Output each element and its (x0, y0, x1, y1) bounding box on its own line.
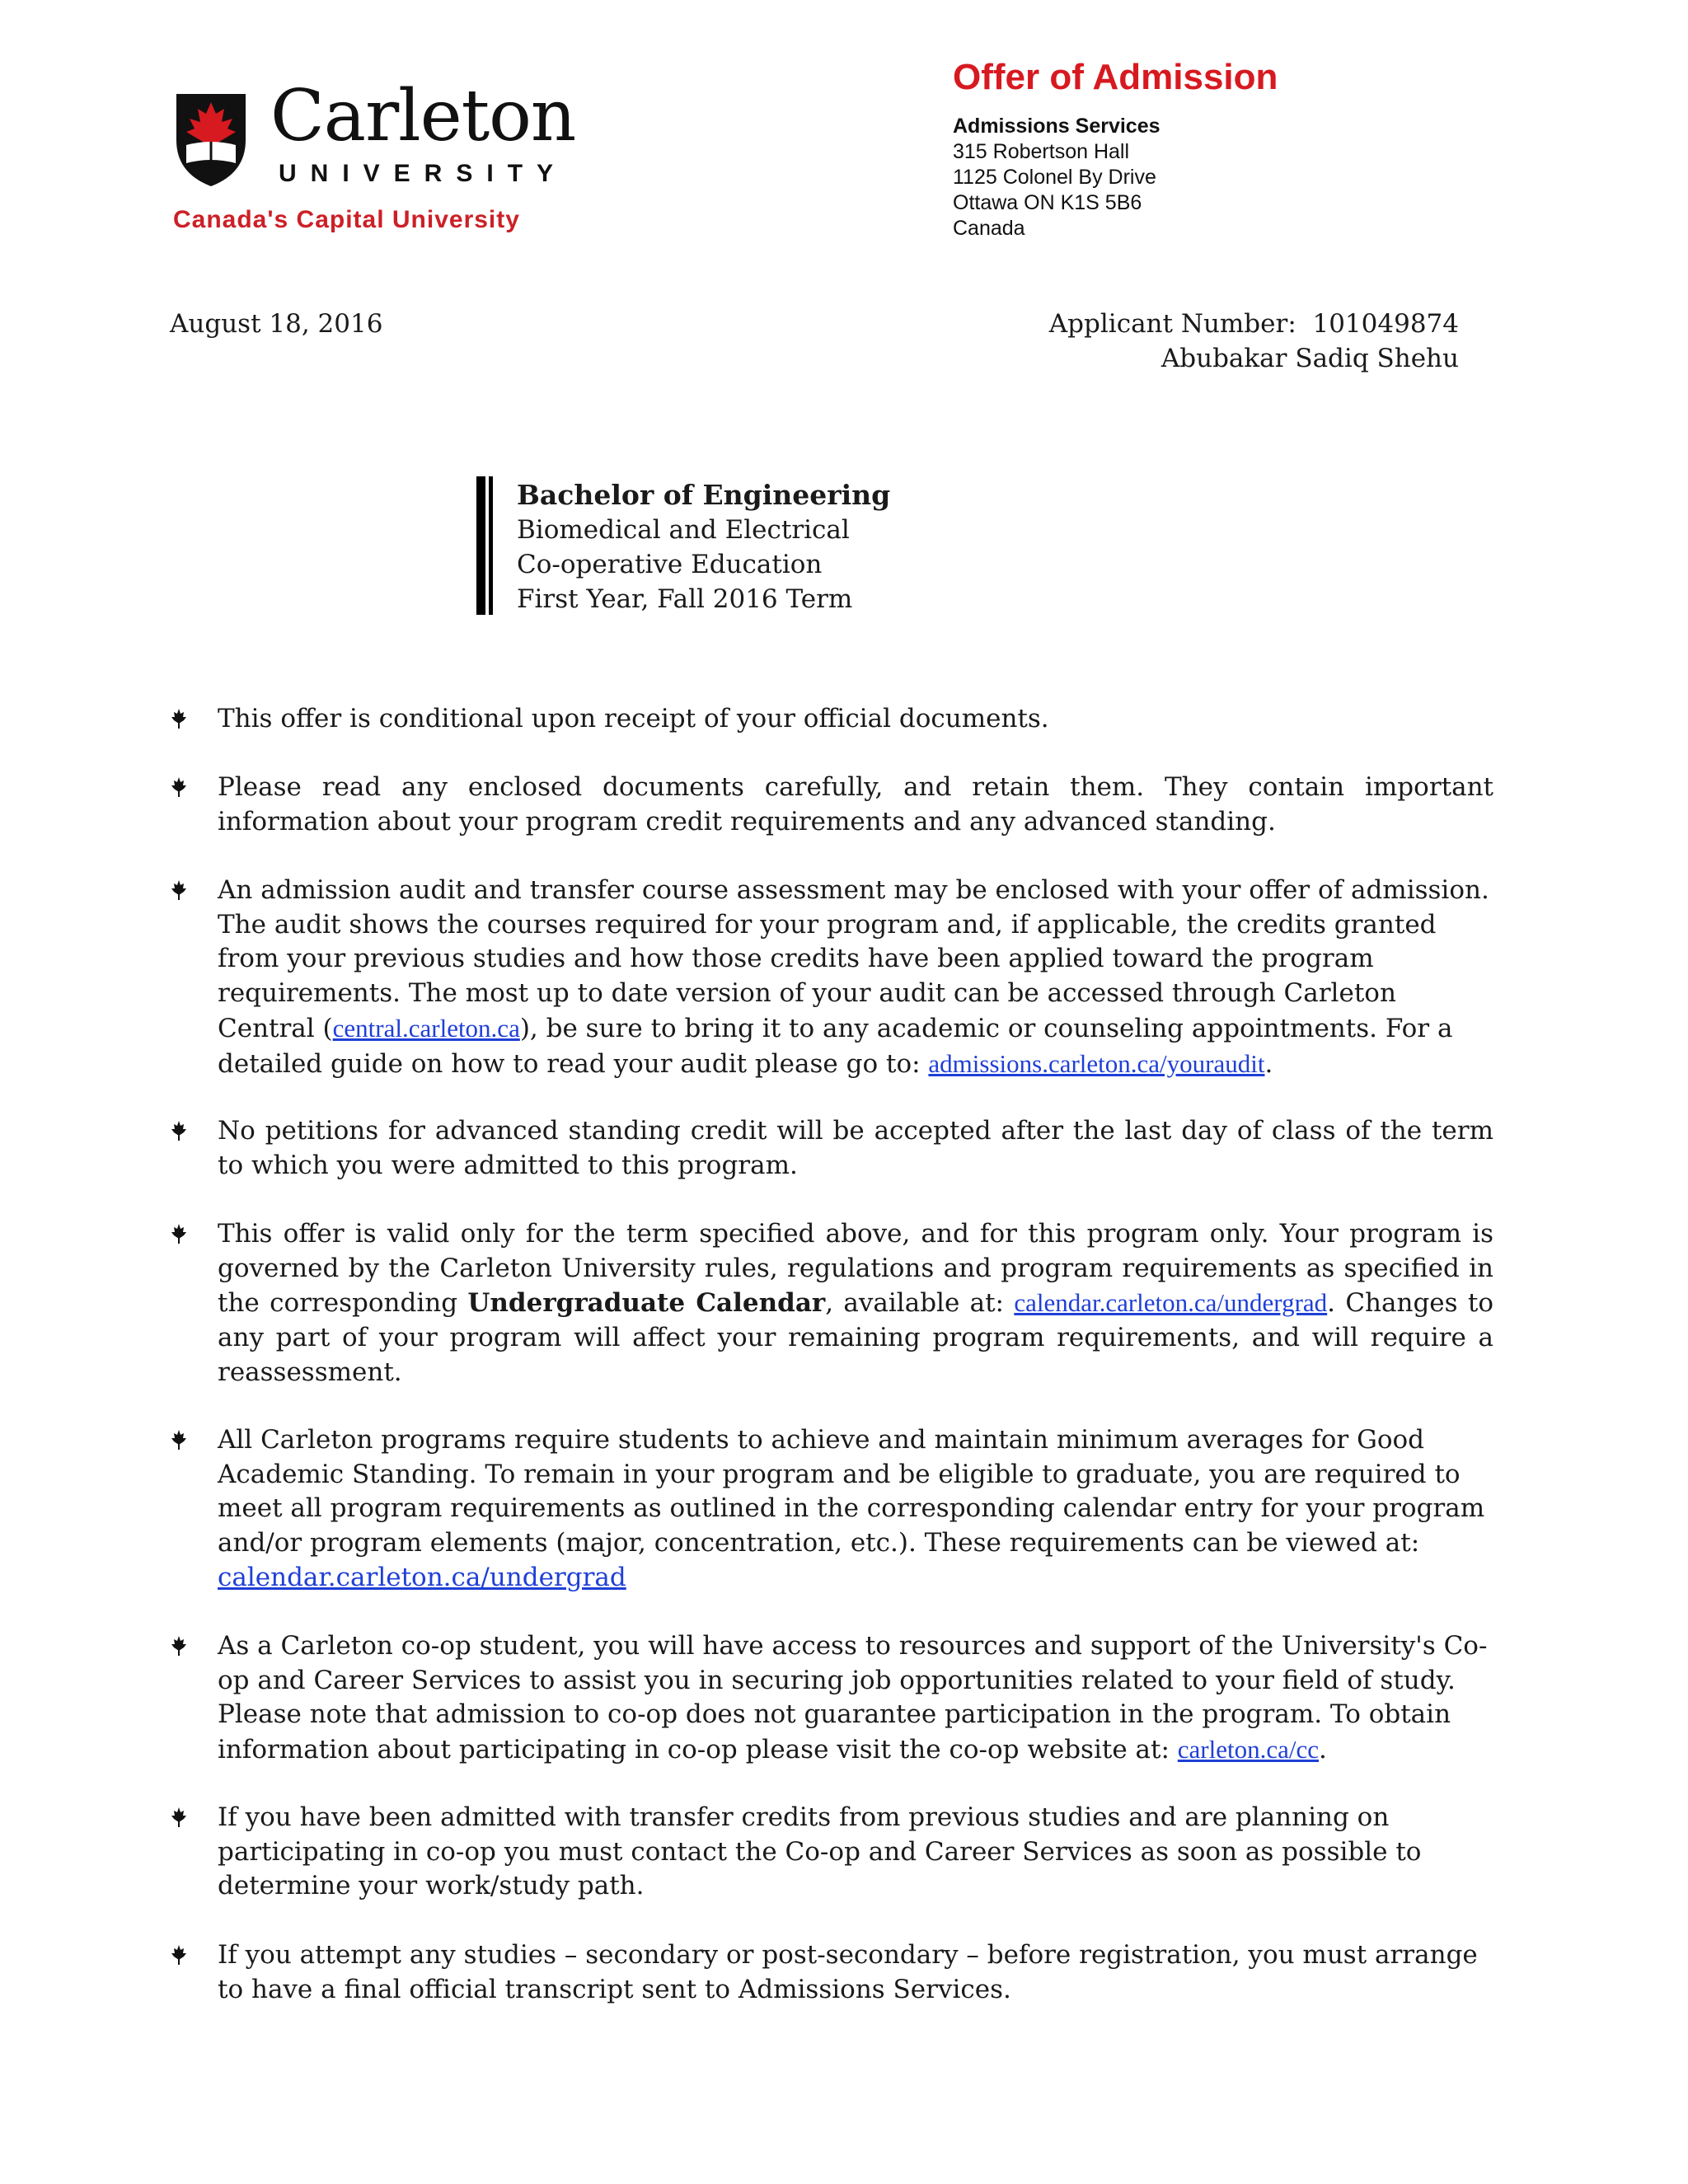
applicant-number: 101049874 (1312, 309, 1459, 339)
coop-link[interactable]: carleton.ca/cc (1177, 1735, 1320, 1765)
logo-subline: UNIVERSITY (279, 160, 568, 187)
maple-leaf-bullet-icon (170, 1943, 188, 1966)
list-item-text: All Carleton programs require students to achieve and maintain minimum averages for Good Academic Standing. To remain in your program and be eligible to graduate, you are required to meet all program requirements as outlined in the corresponding calendar entry for your program and/or program elements (major, concentration, etc.). These requirements can be viewed at: calendar.carleton.ca/undergrad (218, 1425, 1485, 1592)
applicant-name: Abubakar Sadiq Shehu (1160, 344, 1459, 373)
list-item-text: As a Carleton co-op student, you will have access to resources and support of the University's Co-op and Career Services to assist you in securing job opportunities related to your field of study. Please note that admission to co-op does not guarantee participation in the program. To obtain information about participating in co-op please visit the co-op website at: carleton.ca/cc. (218, 1631, 1488, 1765)
address-line-3: Ottawa ON K1S 5B6 (953, 191, 1142, 214)
logo-wordmark: Carleton (270, 75, 576, 157)
list-item-text: This offer is conditional upon receipt of your official documents. (218, 704, 1049, 733)
maple-leaf-bullet-icon (170, 776, 188, 799)
list-item-text: No petitions for advanced standing credit will be accepted after the last day of class of the term to which you were admitted to this program. (218, 1116, 1493, 1180)
program-option: Co-operative Education (517, 550, 823, 579)
list-item-text: An admission audit and transfer course assessment may be enclosed with your offer of admission. The audit shows the courses required for your program and, if applicable, the credits granted from your previous studies and how those credits have been applied toward the program requirements. The most up to date version of your audit can be accessed through Carleton Central (central.carleton.ca), be sure to bring it to any academic or counseling appointments. For a detailed guide on how to read your audit please go to: admissions.carleton.ca/youraudit. (218, 875, 1489, 1079)
maple-leaf-bullet-icon (170, 879, 188, 902)
calendar-link-2[interactable]: calendar.carleton.ca/undergrad (218, 1562, 626, 1592)
program-details (517, 478, 890, 616)
maple-leaf-bullet-icon (170, 1428, 188, 1451)
calendar-link[interactable]: calendar.carleton.ca/undergrad (1014, 1288, 1328, 1318)
program-term: First Year, Fall 2016 Term (517, 584, 853, 614)
list-item-text: This offer is valid only for the term specified above, and for this program only. Your program is governed by the Carleton University rules, regulations and program requirements as specified in the corresponding Undergraduate Calendar, available at: calendar.carleton.ca/undergrad. Changes to any part of your program will affect your remaining program requirements, and will require a reassessment. (218, 1219, 1493, 1387)
program-degree: Bachelor of Engineering (517, 479, 891, 511)
address-line-1: 315 Robertson Hall (953, 140, 1130, 163)
list-item-text: Please read any enclosed documents carefully, and retain them. They contain important information about your program credit requirements and any advanced standing. (218, 772, 1493, 837)
central-link[interactable]: central.carleton.ca (332, 1013, 520, 1043)
maple-leaf-bullet-icon (170, 1634, 188, 1657)
list-item-text: If you have been admitted with transfer credits from previous studies and are planning on participating in co-op you must contact the Co-op and Career Services as soon as possible to determine your work/study path. (218, 1802, 1422, 1901)
program-major: Biomedical and Electrical (517, 515, 850, 545)
office-name: Admissions Services (953, 115, 1160, 138)
applicant-number-label: Applicant Number: (1048, 309, 1296, 339)
maple-leaf-bullet-icon (170, 1806, 188, 1829)
logo-tagline: Canada's Capital University (173, 206, 520, 233)
letter-date: August 18, 2016 (170, 309, 383, 339)
university-shield-logo (173, 91, 249, 188)
address-line-4: Canada (953, 217, 1025, 240)
applicant-info (1049, 307, 1459, 376)
youraudit-link[interactable]: admissions.carleton.ca/youraudit (928, 1048, 1265, 1078)
maple-leaf-bullet-icon (170, 1119, 188, 1142)
program-divider-bars (476, 476, 493, 615)
page-title: Offer of Admission (953, 57, 1278, 97)
address-line-2: 1125 Colonel By Drive (953, 166, 1156, 189)
list-item-text: If you attempt any studies – secondary or post-secondary – before registration, you must arrange to have a final official transcript sent to Admissions Services. (218, 1940, 1478, 2004)
maple-leaf-bullet-icon (170, 707, 188, 730)
maple-leaf-bullet-icon (170, 1222, 188, 1245)
